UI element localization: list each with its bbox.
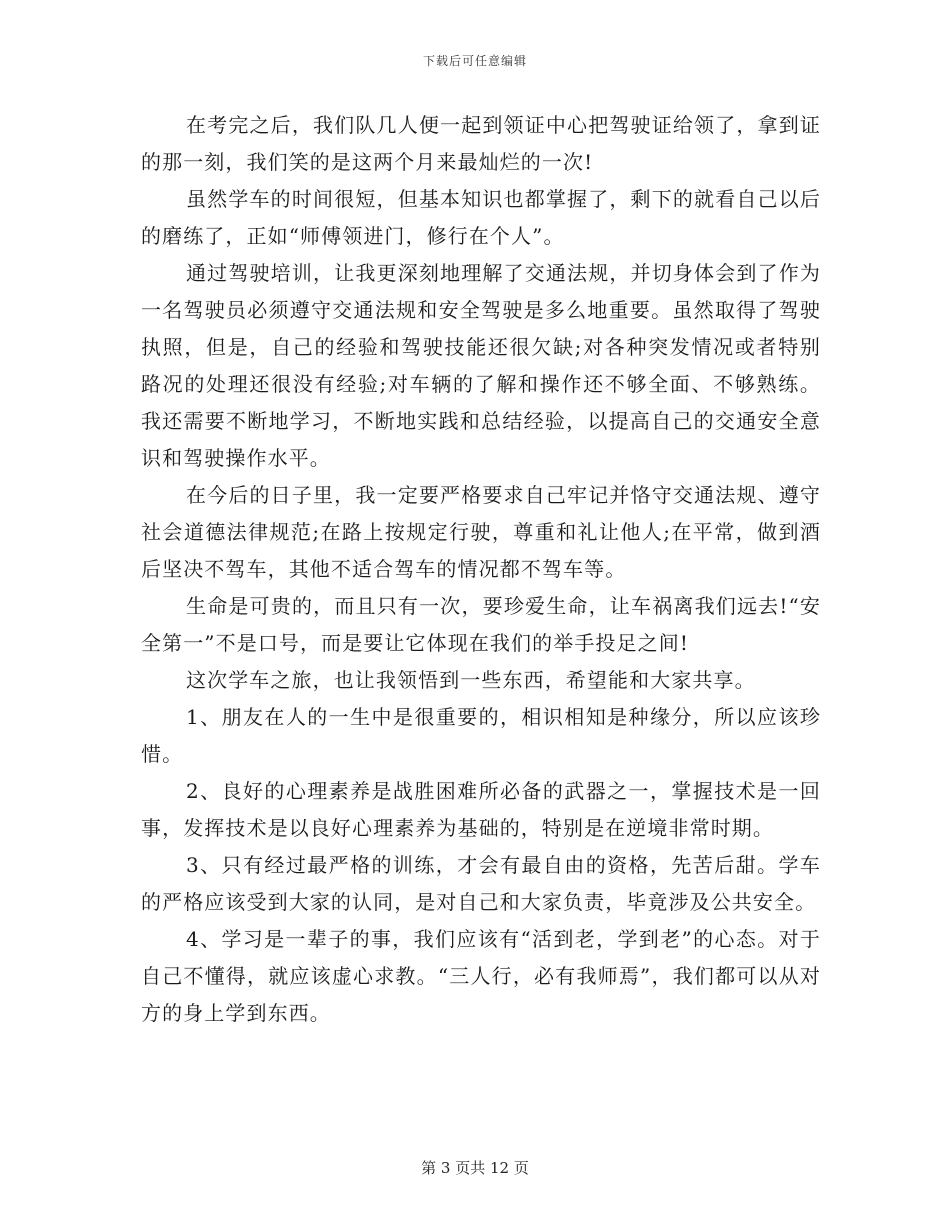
document-body [141, 107, 821, 1032]
list-item-paragraph: 1、朋友在人的一生中是很重要的，相识相知是种缘分，所以应该珍惜。 [141, 705, 821, 766]
page-number-footer: 第 3 页共 12 页 [421, 1159, 529, 1177]
paragraph: 在考完之后，我们队几人便一起到领证中心把驾驶证给领了，拿到证的那一刻，我们笑的是这两个月来最灿烂的一次! [141, 113, 821, 174]
paragraph: 虽然学车的时间很短，但基本知识也都掌握了，剩下的就看自己以后的磨练了，正如“师傅领进门，修行在个人”。 [141, 187, 821, 248]
paragraph: 在今后的日子里，我一定要严格要求自己牢记并恪守交通法规、遵守社会道德法律规范;在路上按规定行驶，尊重和礼让他人;在平常，做到酒后坚决不驾车，其他不适合驾车的情况都不驾车等。 [141, 483, 821, 581]
paragraph: 生命是可贵的，而且只有一次，要珍爱生命，让车祸离我们远去!“安全第一”不是口号，而是要让它体现在我们的举手投足之间! [141, 594, 821, 655]
paragraph: 这次学车之旅，也让我领悟到一些东西，希望能和大家共享。 [186, 668, 756, 692]
paragraph: 通过驾驶培训，让我更深刻地理解了交通法规，并切身体会到了作为一名驾驶员必须遵守交通法规和安全驾驶是多么地重要。虽然取得了驾驶执照，但是，自己的经验和驾驶技能还很欠缺;对各种突发情况或者特别路况的处理还很没有经验;对车辆的了解和操作还不够全面、不够熟练。我还需要不断地学习，不断地实践和总结经验，以提高自己的交通安全意识和驾驶操作水平。 [141, 261, 821, 470]
list-item-paragraph: 4、学习是一辈子的事，我们应该有“活到老，学到老”的心态。对于自己不懂得，就应该虚心求教。“三人行，必有我师焉”，我们都可以从对方的身上学到东西。 [141, 927, 821, 1025]
page-header: 下载后可任意编辑 [422, 54, 527, 68]
list-item-paragraph: 3、只有经过最严格的训练，才会有最自由的资格，先苦后甜。学车的严格应该受到大家的认同，是对自己和大家负责，毕竟涉及公共安全。 [141, 853, 821, 914]
list-item-paragraph: 2、良好的心理素养是战胜困难所必备的武器之一，掌握技术是一回事，发挥技术是以良好心理素养为基础的，特别是在逆境非常时期。 [141, 779, 821, 840]
